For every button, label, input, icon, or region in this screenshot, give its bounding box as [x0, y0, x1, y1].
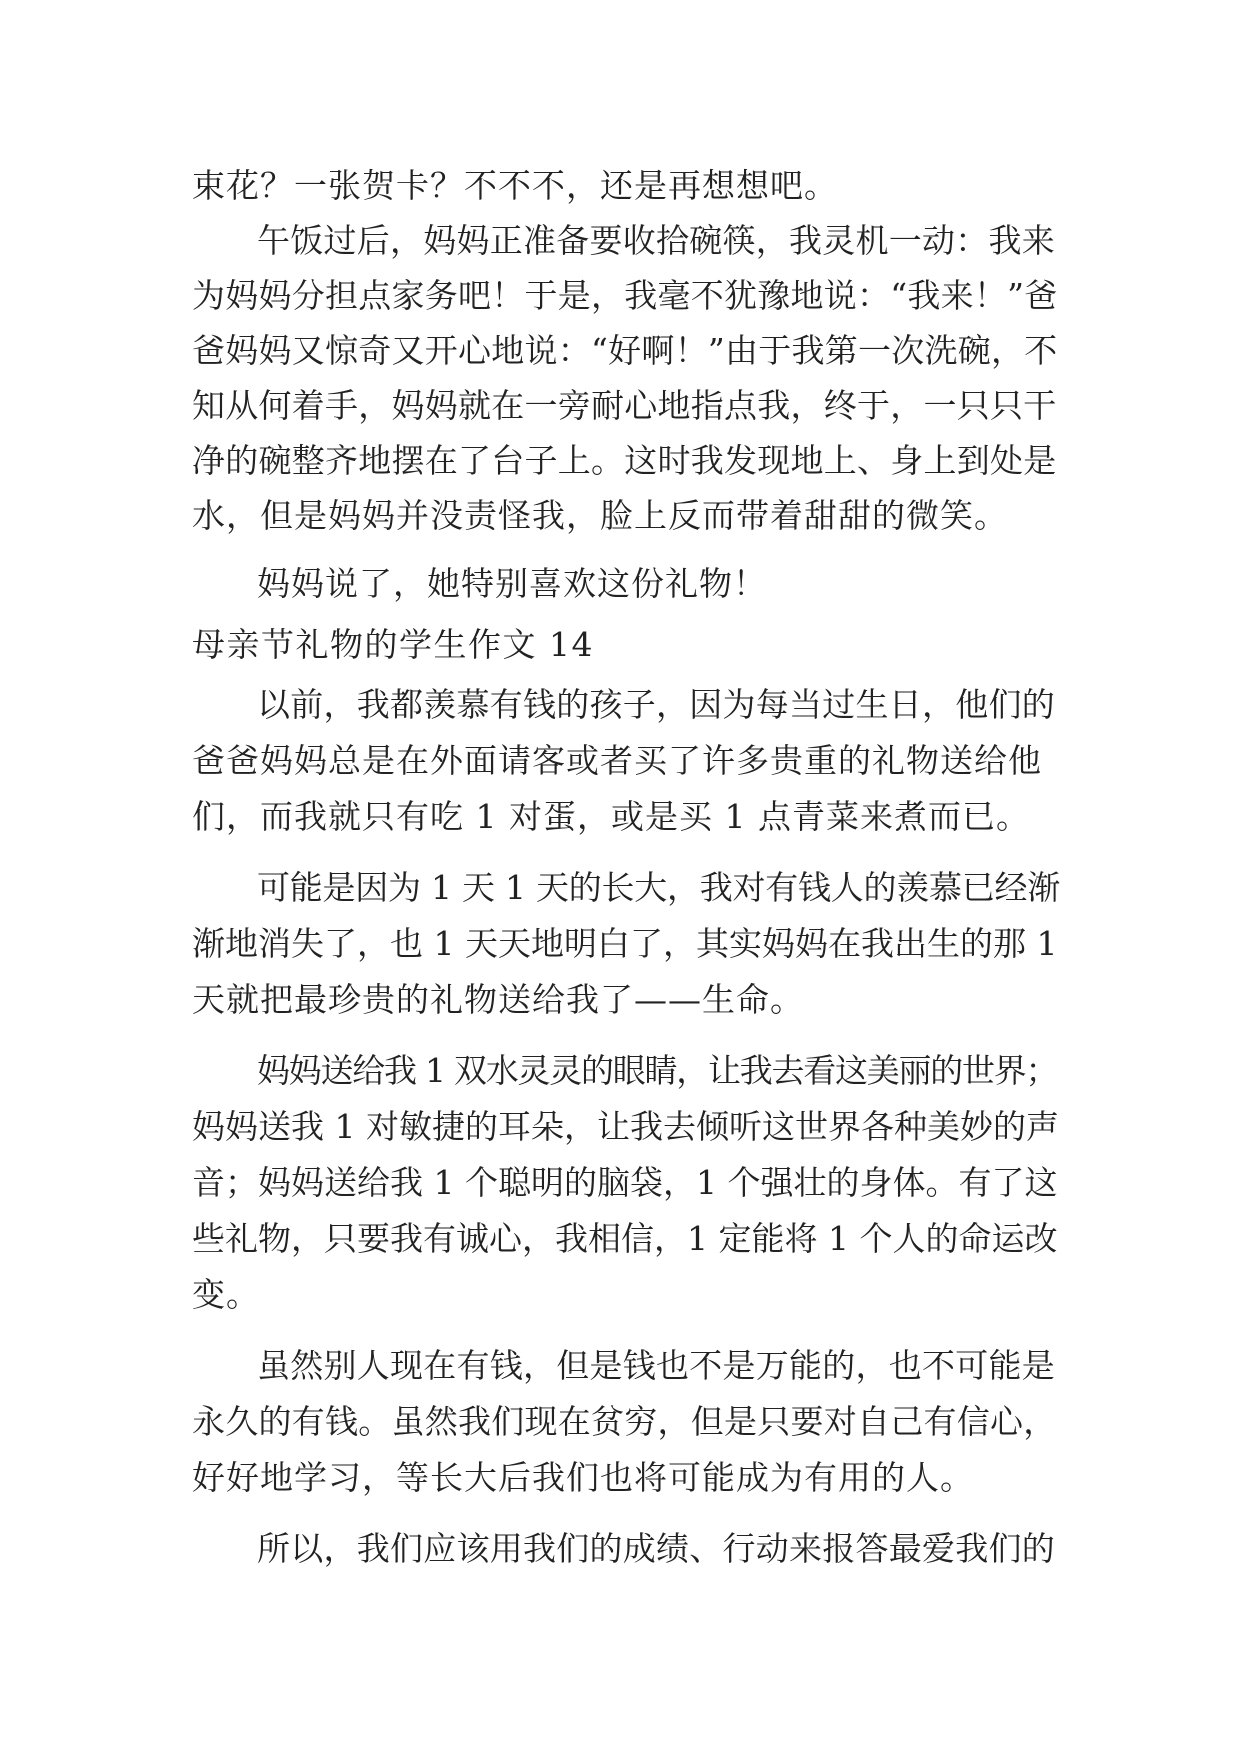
text-line-18: 音；妈妈送给我 1 个聪明的脑袋，1 个强壮的身体。有了这 [192, 1163, 1058, 1202]
text-line-12: 们，而我就只有吃 1 对蛋，或是买 1 点青菜来煮而已。 [192, 797, 1030, 836]
text-line-3: 为妈妈分担点家务吧！于是，我毫不犹豫地说：“我来！”爸 [192, 276, 1058, 315]
text-line-6: 净的碗整齐地摆在了台子上。这时我发现地上、身上到处是 [192, 441, 1057, 480]
text-line-19: 些礼物，只要我有诚心，我相信，1 定能将 1 个人的命运改 [192, 1219, 1058, 1258]
text-line-2: 午饭过后，妈妈正准备要收拾碗筷，我灵机一动：我来 [257, 221, 1055, 260]
text-line-7: 水，但是妈妈并没责怪我，脸上反而带着甜甜的微笑。 [192, 496, 1008, 535]
text-line-24: 所以，我们应该用我们的成绩、行动来报答最爱我们的 [257, 1529, 1055, 1568]
text-line-11: 爸爸妈妈总是在外面请客或者买了许多贵重的礼物送给他 [192, 741, 1042, 780]
text-line-5: 知从何着手，妈妈就在一旁耐心地指点我，终于，一只只干 [192, 386, 1057, 425]
text-line-14: 渐地消失了，也 1 天天地明白了，其实妈妈在我出生的那 1 [192, 924, 1058, 963]
text-line-21: 虽然别人现在有钱，但是钱也不是万能的，也不可能是 [257, 1346, 1055, 1385]
text-line-23: 好好地学习，等长大后我们也将可能成为有用的人。 [192, 1458, 974, 1497]
text-line-22: 永久的有钱。虽然我们现在贫穷，但是只要对自己有信心， [192, 1402, 1057, 1441]
text-line-10: 以前，我都羡慕有钱的孩子，因为每当过生日，他们的 [257, 685, 1055, 724]
text-line-16: 妈妈送给我 1 双水灵灵的眼睛，让我去看这美丽的世界； [257, 1051, 1058, 1090]
text-line-1: 束花？一张贺卡？不不不，还是再想想吧。 [192, 166, 838, 205]
text-line-4: 爸妈妈又惊奇又开心地说：“好啊！”由于我第一次洗碗，不 [192, 331, 1058, 370]
text-line-13: 可能是因为 1 天 1 天的长大，我对有钱人的羡慕已经渐 [257, 868, 1060, 907]
section-heading: 母亲节礼物的学生作文 14 [192, 625, 594, 664]
text-line-17: 妈妈送我 1 对敏捷的耳朵，让我去倾听这世界各种美妙的声 [192, 1107, 1059, 1146]
text-line-20: 变。 [192, 1275, 260, 1314]
text-line-8: 妈妈说了，她特别喜欢这份礼物！ [257, 564, 767, 603]
text-line-15: 天就把最珍贵的礼物送给我了——生命。 [192, 980, 804, 1019]
